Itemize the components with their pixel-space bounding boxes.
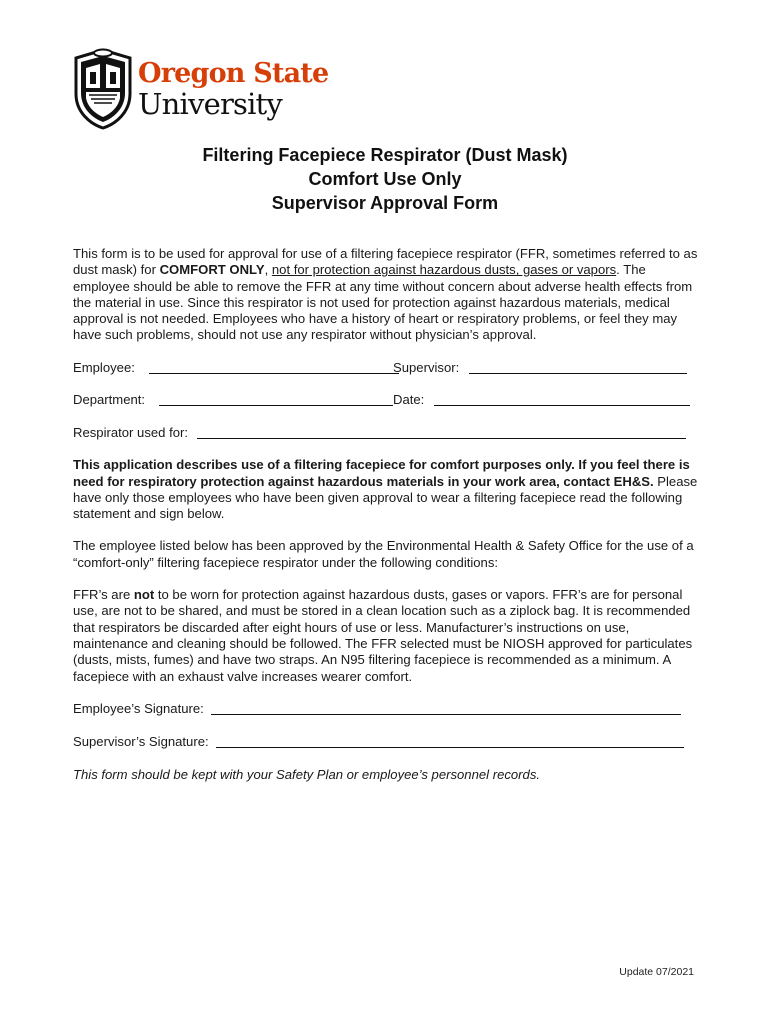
- conditions-text-2: to be worn for protection against hazardous dusts, gases or vapors. FFR’s are for personal use, are not to be shared, and must be stored in a clean location such as a ziplock bag. It is recommended that respirators be discarded after eight hours of use or less. Manufacturer’s instructions on use, maintenance and cleaning should be followed. The FFR selected must be NIOSH approved for particulates (dusts, mists, fumes) and have two straps. An N95 filtering facepiece is recommended as a minimum. A facepiece with an exhaust valve increases wearer comfort.: [73, 587, 693, 684]
- department-date-row: [73, 392, 698, 408]
- conditions-bold: not: [133, 587, 155, 603]
- title-line-2: Comfort Use Only: [308, 169, 462, 189]
- intro-paragraph: [73, 246, 698, 344]
- intro-text-2: ,: [264, 262, 272, 278]
- supervisor-signature-row: [73, 734, 698, 750]
- department-field[interactable]: [159, 392, 393, 406]
- supervisor-field[interactable]: [469, 360, 687, 374]
- employee-label: Employee:: [73, 359, 135, 375]
- update-date: Update 07/2021: [619, 966, 694, 978]
- supervisor-signature-field[interactable]: [216, 734, 684, 748]
- supervisor-label: Supervisor:: [393, 359, 460, 375]
- intro-bold: COMFORT ONLY: [159, 262, 265, 278]
- osu-logo: [72, 48, 332, 132]
- conditions-text-1: FFR’s are: [73, 587, 134, 603]
- approval-paragraph: The employee listed below has been approved by the Environmental Health & Safety Office for the use of a “comfort-only” filtering facepiece respirator under the following conditions:: [73, 538, 694, 570]
- osu-shield-icon: [72, 48, 134, 130]
- conditions-paragraph: [73, 587, 698, 685]
- notice-bold: This application describes use of a filtering facepiece for comfort purposes only. If you feel there is need for respiratory protection against hazardous materials in your work area, contact EH&S.: [73, 457, 690, 489]
- respirator-row: [73, 425, 698, 441]
- respirator-label: Respirator used for:: [73, 424, 188, 440]
- title-line-1: Filtering Facepiece Respirator (Dust Mask): [202, 145, 568, 165]
- form-body: [73, 246, 698, 783]
- employee-signature-row: [73, 701, 698, 717]
- employee-signature-field[interactable]: [211, 701, 681, 715]
- logo-text-university: University: [138, 87, 282, 121]
- title-line-3: Supervisor Approval Form: [271, 193, 499, 213]
- department-label: Department:: [73, 392, 146, 408]
- notice-normal: Please have only those employees who have been given approval to wear a filtering facepiece read the following statement and sign below.: [73, 473, 698, 522]
- supervisor-signature-label: Supervisor’s Signature:: [73, 733, 209, 749]
- logo-text-oregon-state: Oregon State: [138, 58, 329, 89]
- records-note: This form should be kept with your Safety Plan or employee’s personnel records.: [73, 766, 541, 782]
- date-field[interactable]: [434, 392, 690, 406]
- employee-signature-label: Employee’s Signature:: [73, 700, 204, 716]
- intro-text-3: . The employee should be able to remove the FFR at any time without concern about adverse health effects from the material in use. Since this respirator is not used for protection against hazardous materials, medical approval is not needed. Employees who have a history of heart or respiratory problems, or feel they may have such problems, should not use any respirator without physician’s approval.: [73, 262, 693, 343]
- date-label: Date:: [393, 392, 425, 408]
- employee-field[interactable]: [149, 360, 399, 374]
- form-title: [0, 143, 770, 215]
- employee-supervisor-row: [73, 360, 698, 376]
- notice-paragraph: [73, 457, 698, 522]
- intro-underlined: not for protection against hazardous dusts, gases or vapors: [271, 262, 617, 278]
- respirator-field[interactable]: [197, 425, 686, 439]
- intro-text-1: This form is to be used for approval for use of a filtering facepiece respirator (FFR, sometimes referred to as dust mask) for: [73, 246, 698, 278]
